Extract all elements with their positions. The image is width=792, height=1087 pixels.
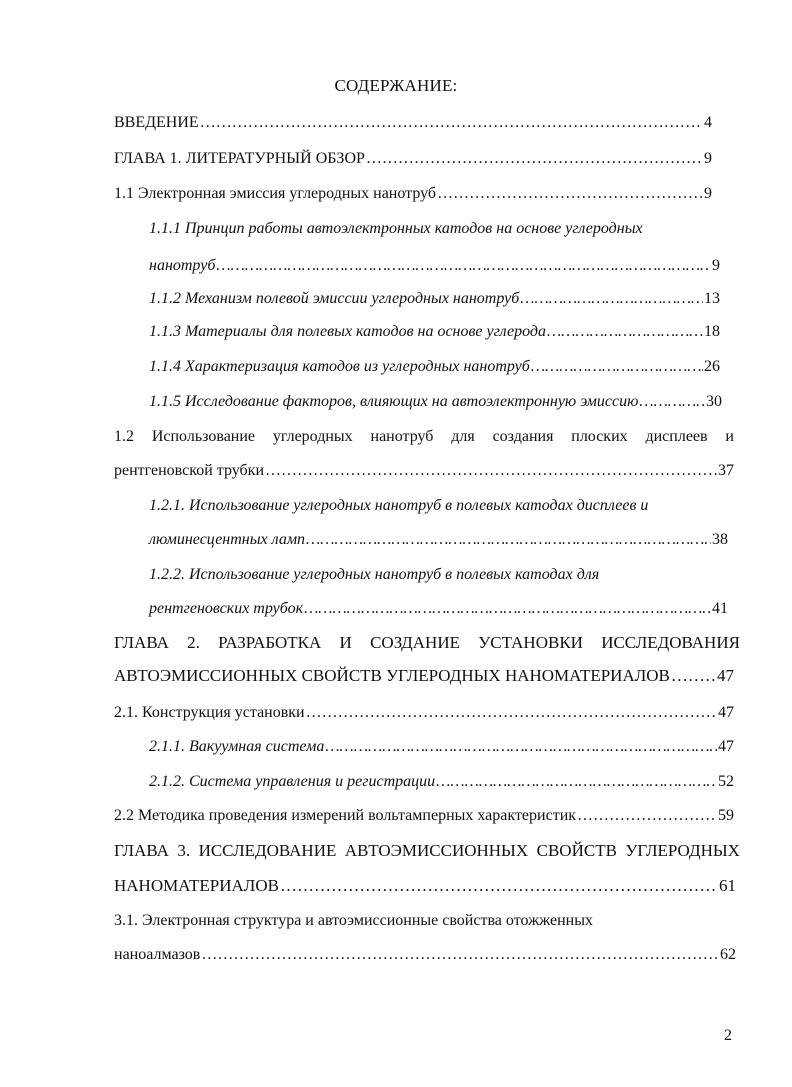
toc-entry-text: люминесцентных ламп (149, 531, 306, 548)
toc-entry-text: 1.1.4 Характеризация катодов из углеродных нанотруб (149, 358, 530, 375)
toc-entry-page: 13 (704, 290, 720, 307)
toc-entry-page: 26 (704, 358, 720, 375)
toc-entry-page: 9 (704, 150, 712, 167)
toc-entry-page: 9 (704, 185, 712, 202)
toc-entry-text: наноалмазов (114, 946, 201, 963)
toc-entry-1-1-2 (149, 289, 720, 309)
toc-entry-1-2-line1: 1.2 Использование углеродных нанотруб для создания плоских дисплеев и (114, 428, 734, 445)
toc-entry-text: 2.1. Конструкция установки (114, 704, 305, 721)
page-number: 2 (724, 1027, 732, 1044)
toc-entry-text: 1.1 Электронная эмиссия углеродных нанотруб (114, 185, 437, 202)
toc-entry-page: 4 (704, 114, 712, 131)
toc-title: СОДЕРЖАНИЕ: (334, 76, 458, 95)
toc-entry-1-1 (114, 184, 712, 204)
toc-entry-page: 37 (718, 462, 734, 479)
toc-entry-page: 9 (712, 257, 720, 274)
toc-entry-introduction (114, 113, 712, 133)
toc-entry-2-1-2 (149, 772, 734, 792)
toc-entry-text: нанотруб (149, 257, 216, 274)
toc-entry-page: 62 (720, 946, 736, 963)
toc-entry-text: 1.1.2 Механизм полевой эмиссии углеродных нанотруб (149, 290, 520, 307)
toc-entry-1-1-4 (149, 357, 720, 377)
toc-entry-page: 30 (706, 393, 722, 410)
toc-entry-1-1-5 (149, 392, 722, 412)
toc-entry-1-2-2-line1: 1.2.2. Использование углеродных нанотруб в полевых катодах для (149, 566, 600, 583)
toc-entry-page: 38 (712, 531, 728, 548)
toc-entry-chapter-3 (114, 876, 736, 896)
toc-entry-page: 59 (718, 807, 734, 824)
toc-entry-text: 2.2 Методика проведения измерений вольтамперных характеристик (114, 807, 577, 824)
toc-entry-chapter-1 (114, 149, 712, 169)
toc-entry-1-2-1 (149, 530, 728, 550)
toc-entry-text: рентгеновской трубки (114, 462, 264, 479)
toc-entry-text: НАНОМАТЕРИАЛОВ (114, 876, 279, 895)
toc-entry-3-1-line1: 3.1. Электронная структура и автоэмиссионные свойства отожженных (114, 912, 593, 929)
toc-entry-page: 52 (718, 773, 734, 790)
toc-entry-text: ГЛАВА 1. ЛИТЕРАТУРНЫЙ ОБЗОР (114, 150, 365, 167)
toc-entry-page: 41 (712, 600, 728, 617)
toc-entry-text: ВВЕДЕНИЕ (114, 114, 199, 131)
toc-entry-1-2-1-line1: 1.2.1. Использование углеродных нанотруб в полевых катодах дисплеев и (149, 497, 649, 514)
toc-entry-page: 18 (704, 323, 720, 340)
toc-entry-text: 1.1.5 Исследование факторов, влияющих на автоэлектронную эмиссию (149, 393, 639, 410)
toc-entry-1-1-1-line1: 1.1.1 Принцип работы автоэлектронных катодов на основе углеродных (149, 220, 643, 237)
toc-entry-1-2-2 (149, 599, 728, 619)
toc-entry-text: 1.1.3 Материалы для полевых катодов на основе углерода (149, 323, 547, 340)
toc-entry-1-1-3 (149, 322, 720, 342)
toc-entry-chapter-2 (114, 666, 734, 686)
toc-entry-1-2 (114, 461, 734, 481)
toc-entry-3-1 (114, 945, 736, 965)
toc-entry-page: 47 (718, 738, 734, 755)
toc-entry-page: 47 (717, 666, 734, 685)
toc-entry-page: 61 (719, 876, 736, 895)
toc-entry-chapter-3-line1: ГЛАВА 3. ИССЛЕДОВАНИЕ АВТОЭМИССИОННЫХ СВОЙСТВ УГЛЕРОДНЫХ (114, 841, 740, 860)
toc-entry-2-2 (114, 806, 734, 826)
toc-entry-text: 2.1.2. Система управления и регистрации (149, 773, 436, 790)
toc-entry-page: 47 (718, 704, 734, 721)
toc-entry-text: рентгеновских трубок (149, 600, 304, 617)
toc-entry-2-1 (114, 703, 734, 723)
toc-entry-chapter-2-line1: ГЛАВА 2. РАЗРАБОТКА И СОЗДАНИЕ УСТАНОВКИ ИССЛЕДОВАНИЯ (114, 633, 740, 652)
toc-entry-2-1-1 (149, 737, 734, 757)
toc-entry-1-1-1 (149, 256, 720, 276)
toc-entry-text: 2.1.1. Вакуумная система (149, 738, 325, 755)
toc-entry-text: АВТОЭМИССИОННЫХ СВОЙСТВ УГЛЕРОДНЫХ НАНОМАТЕРИАЛОВ (114, 666, 670, 685)
